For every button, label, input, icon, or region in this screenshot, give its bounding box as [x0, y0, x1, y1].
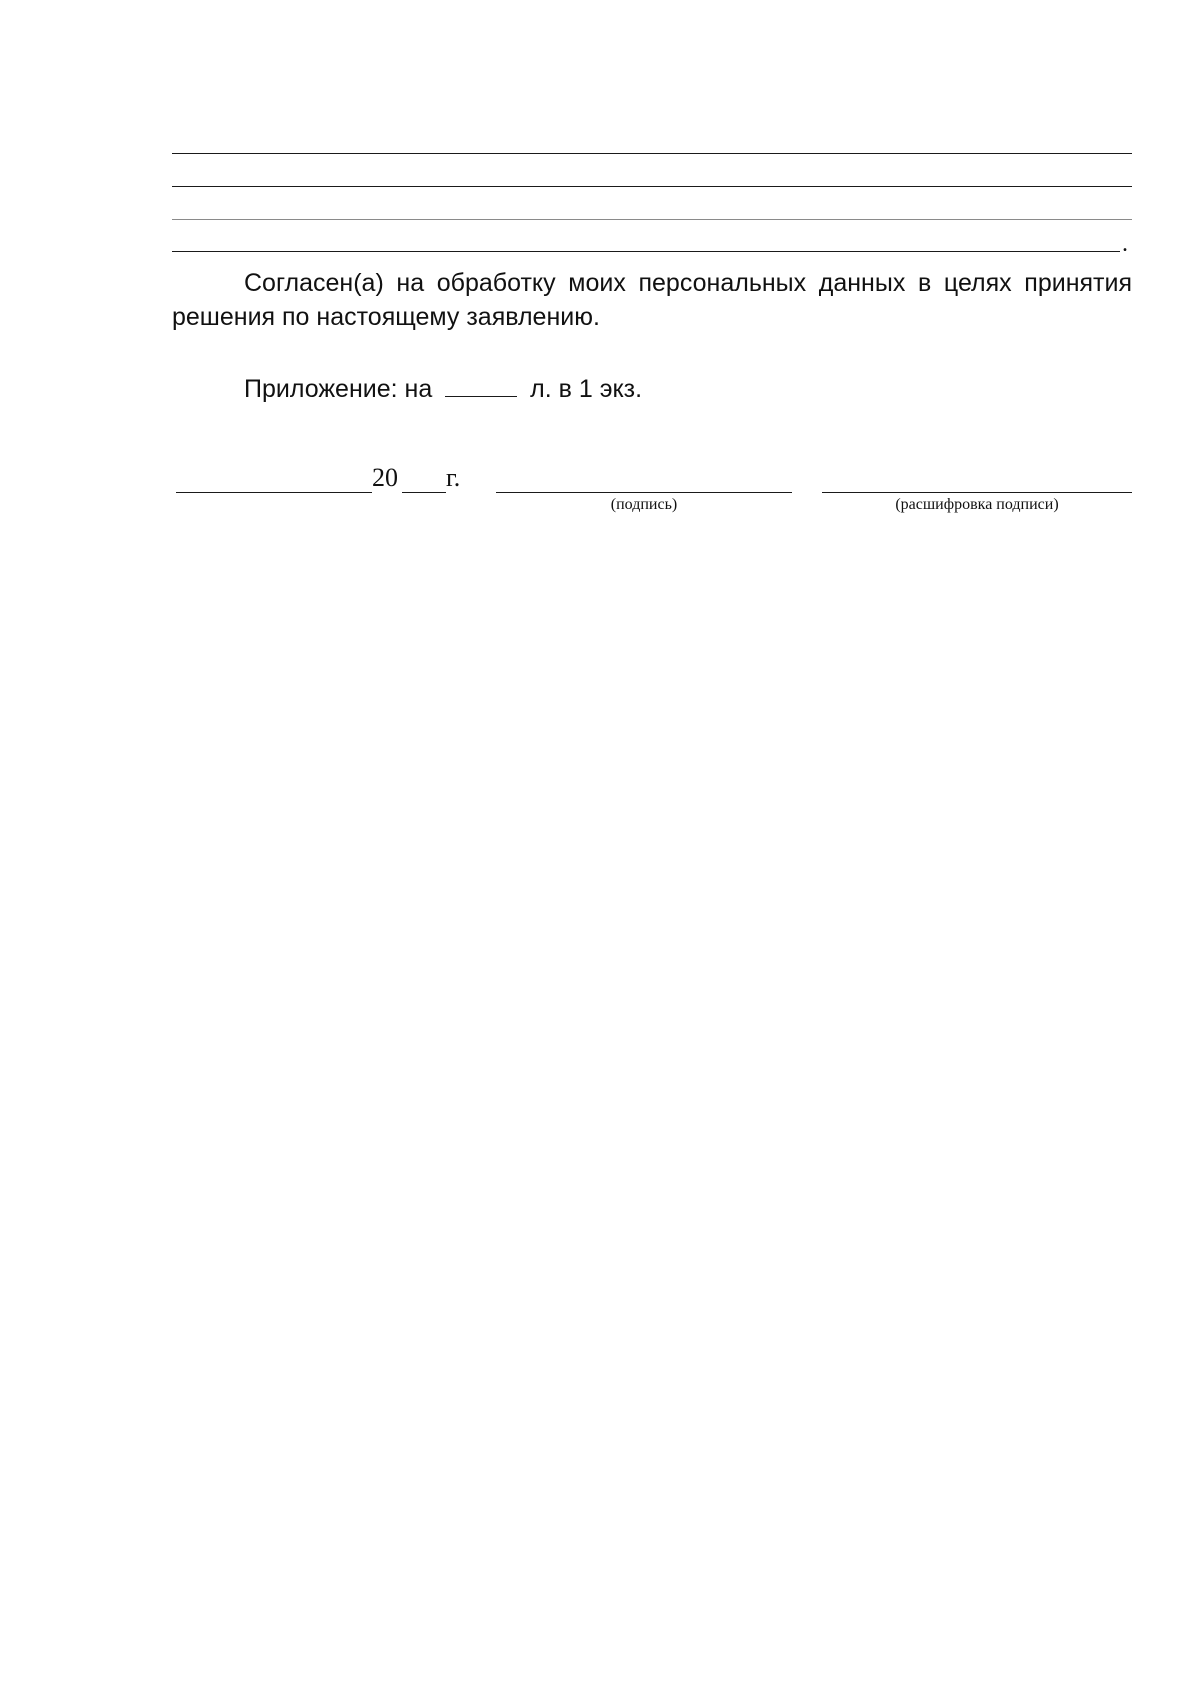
date-year-blank [402, 492, 446, 493]
blank-line-end-dot: . [1122, 231, 1128, 257]
blank-line-4 [172, 251, 1120, 252]
signature-decoding-line [822, 492, 1132, 493]
date-century: 20 [372, 463, 398, 492]
appendix-prefix: Приложение: на [244, 375, 433, 403]
signature-caption: (подпись) [610, 496, 678, 513]
consent-paragraph: Согласен(а) на обработку моих персональных данных в целях принятия решения по настоящему заявлению. [172, 269, 1132, 331]
appendix-line [244, 372, 642, 406]
blank-line-3 [172, 219, 1132, 220]
signature-line [496, 492, 792, 493]
blank-line-2 [172, 186, 1132, 187]
date-day-month-blank [176, 492, 372, 493]
appendix-suffix: л. в 1 экз. [530, 375, 643, 403]
blank-line-1 [172, 153, 1132, 154]
appendix-pages-blank [445, 372, 517, 397]
date-year-suffix: г. [446, 463, 461, 492]
signature-decoding-caption: (расшифровка подписи) [895, 496, 1059, 513]
